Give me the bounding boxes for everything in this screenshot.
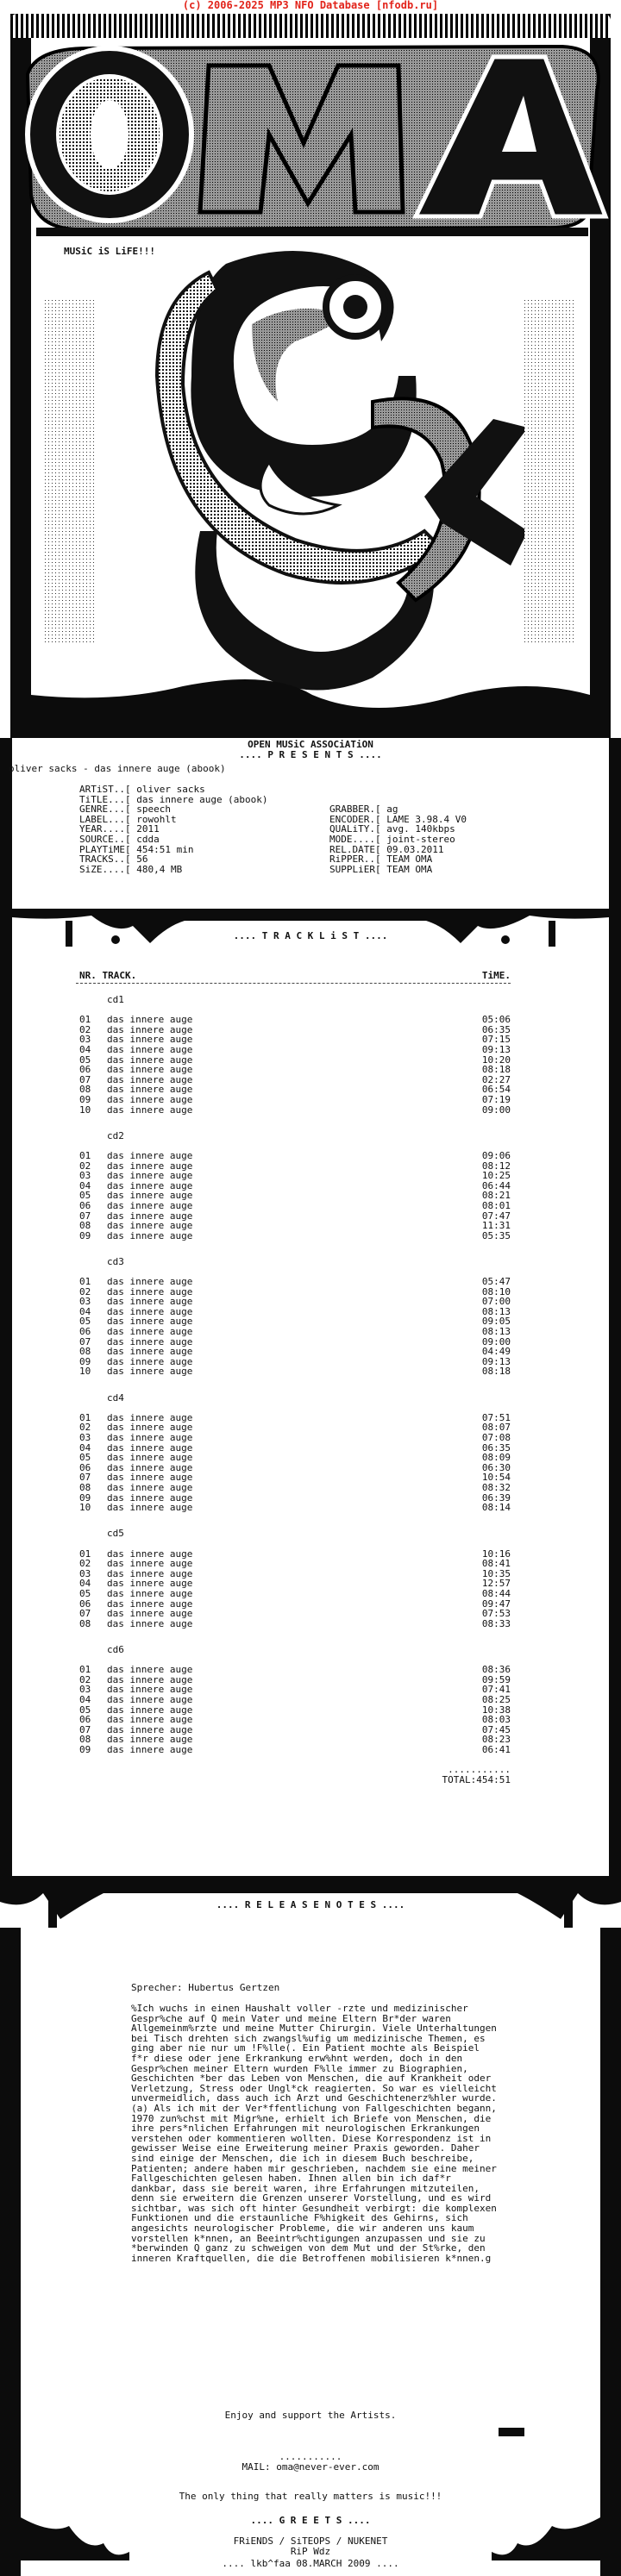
track-number: 07 [79, 1210, 91, 1222]
track-number: 06 [79, 1461, 91, 1473]
track-time: 06:39 [481, 1491, 511, 1504]
track-title: das innere auge [107, 1355, 193, 1367]
track-number: 07 [79, 1472, 91, 1484]
track-title: das innere auge [107, 1335, 193, 1347]
track-title: das innere auge [107, 1160, 193, 1172]
track-title: das innere auge [107, 1210, 193, 1222]
track-row [79, 1201, 511, 1211]
track-number: 04 [79, 1179, 91, 1191]
dots-line: ........... [279, 2451, 342, 2462]
track-title: das innere auge [107, 1432, 193, 1444]
info-size: SiZE....[ 480,4 MB [79, 863, 183, 875]
greets-line: FRiENDS / SiTEOPS / NUKENET [233, 2535, 388, 2547]
track-number: 01 [79, 1547, 91, 1560]
track-time: 08:18 [481, 1366, 511, 1378]
track-row [79, 1095, 511, 1105]
track-time: 08:25 [481, 1693, 511, 1705]
track-time: 09:06 [481, 1149, 511, 1161]
track-title: das innere auge [107, 1014, 193, 1026]
total-row [79, 1765, 511, 1785]
track-time: 06:35 [481, 1441, 511, 1454]
track-time: 09:13 [481, 1355, 511, 1367]
release-title: oliver sacks - das innere auge (abook) [9, 763, 226, 774]
cd-label: cd4 [107, 1391, 124, 1404]
track-title: das innere auge [107, 1346, 193, 1358]
track-number: 05 [79, 1316, 91, 1328]
track-time: 08:13 [481, 1305, 511, 1317]
track-time: 07:41 [481, 1684, 511, 1696]
track-time: 06:54 [481, 1084, 511, 1096]
track-row [79, 1433, 511, 1443]
track-number: 01 [79, 1411, 91, 1423]
left-border [0, 738, 12, 1876]
track-time: 08:10 [481, 1285, 511, 1297]
track-time: 08:18 [481, 1064, 511, 1076]
track-row [79, 1503, 511, 1513]
info-label: LABEL...[ rowohlt [79, 813, 177, 825]
track-time: 08:13 [481, 1326, 511, 1338]
track-time: 07:53 [481, 1608, 511, 1620]
oma-logo-art [10, 14, 611, 738]
track-row [79, 1366, 511, 1377]
info-row [79, 854, 545, 865]
track-title: das innere auge [107, 1743, 193, 1755]
left-border [0, 1928, 21, 2576]
track-time: 08:33 [481, 1617, 511, 1629]
track-number: 02 [79, 1160, 91, 1172]
track-title: das innere auge [107, 1229, 193, 1241]
track-title: das innere auge [107, 1734, 193, 1746]
track-title: das innere auge [107, 1558, 193, 1570]
track-number: 07 [79, 1335, 91, 1347]
track-number: 01 [79, 1149, 91, 1161]
cd-label: cd6 [107, 1644, 124, 1655]
track-number: 06 [79, 1714, 91, 1726]
track-time: 09:05 [481, 1316, 511, 1328]
track-number: 06 [79, 1326, 91, 1338]
track-number: 06 [79, 1064, 91, 1076]
track-row [79, 1327, 511, 1337]
greets-heading: .... G R E E T S .... [250, 2515, 371, 2526]
track-number: 05 [79, 1588, 91, 1599]
track-title: das innere auge [107, 1220, 193, 1232]
track-block [79, 1549, 511, 1629]
track-time: 06:35 [481, 1023, 511, 1035]
track-time: 07:15 [481, 1034, 511, 1046]
track-title: das innere auge [107, 1179, 193, 1191]
info-ripper: RiPPER..[ TEAM OMA [329, 853, 433, 866]
total-playtime: TOTAL:454:51 [442, 1773, 511, 1785]
spacer [21, 1962, 141, 1988]
track-title: das innere auge [107, 1664, 193, 1676]
track-number: 01 [79, 1014, 91, 1026]
tracklist-columns [79, 971, 511, 981]
content-sheet [0, 738, 621, 1876]
enjoy-line: Enjoy and support the Artists. [224, 2410, 397, 2421]
release-info [79, 785, 545, 874]
track-title: das innere auge [107, 1673, 193, 1685]
track-row [79, 1589, 511, 1599]
track-title: das innere auge [107, 1316, 193, 1328]
tagline: MUSiC iS LiFE!!! [64, 246, 155, 257]
track-title: das innere auge [107, 1305, 193, 1317]
track-title: das innere auge [107, 1491, 193, 1504]
track-title: das innere auge [107, 1411, 193, 1423]
track-title: das innere auge [107, 1285, 193, 1297]
info-source: SOURCE..[ cdda [79, 833, 160, 845]
cd-label: cd3 [107, 1255, 124, 1267]
total-value-row [79, 1775, 511, 1785]
track-title: das innere auge [107, 1441, 193, 1454]
track-title: das innere auge [107, 1170, 193, 1182]
track-title: das innere auge [107, 1461, 193, 1473]
track-time: 07:00 [481, 1296, 511, 1308]
track-time: 08:41 [481, 1558, 511, 1570]
track-time: 05:47 [481, 1276, 511, 1288]
track-title: das innere auge [107, 1326, 193, 1338]
track-number: 04 [79, 1441, 91, 1454]
track-number: 09 [79, 1229, 91, 1241]
info-genre: GENRE...[ speech [79, 803, 171, 816]
track-time: 08:21 [481, 1190, 511, 1202]
notes-sheet [0, 1876, 621, 2576]
track-number: 03 [79, 1684, 91, 1696]
info-artist: ARTiST..[ oliver sacks [79, 784, 205, 795]
track-title: das innere auge [107, 1073, 193, 1085]
track-title: das innere auge [107, 1054, 193, 1066]
track-time: 09:00 [481, 1104, 511, 1116]
track-time: 07:47 [481, 1210, 511, 1222]
ascii-logo [10, 14, 611, 738]
presents-line: .... P R E S E N T S .... [239, 749, 382, 760]
tracklist-heading: .... T R A C K L i S T .... [233, 930, 388, 941]
track-row [79, 1619, 511, 1629]
track-title: das innere auge [107, 1597, 193, 1610]
info-row [79, 845, 545, 855]
cd-label: cd5 [107, 1528, 124, 1540]
track-time: 08:03 [481, 1714, 511, 1726]
mail-line: MAIL: oma@never-ever.com [242, 2461, 380, 2473]
track-number: 05 [79, 1452, 91, 1464]
track-number: 02 [79, 1285, 91, 1297]
track-number: 05 [79, 1054, 91, 1066]
track-number: 08 [79, 1482, 91, 1494]
track-title: das innere auge [107, 1149, 193, 1161]
track-time: 07:19 [481, 1093, 511, 1105]
info-mode: MODE....[ joint-stereo [329, 833, 455, 845]
track-number: 01 [79, 1664, 91, 1676]
info-row [79, 835, 545, 845]
notes-heading: .... R E L E A S E N O T E S .... [216, 1899, 405, 1910]
track-block [79, 1413, 511, 1513]
track-time: 10:16 [481, 1547, 511, 1560]
track-time: 08:09 [481, 1452, 511, 1464]
track-title: das innere auge [107, 1043, 193, 1055]
track-time: 09:13 [481, 1043, 511, 1055]
track-title: das innere auge [107, 1472, 193, 1484]
track-number: 08 [79, 1617, 91, 1629]
track-block [79, 1277, 511, 1377]
track-row [79, 1231, 511, 1241]
footer-line: .... lkb^faa 08.MARCH 2009 .... [222, 2558, 399, 2569]
track-time: 06:30 [481, 1461, 511, 1473]
track-title: das innere auge [107, 1199, 193, 1211]
track-title: das innere auge [107, 1366, 193, 1378]
track-row [79, 1483, 511, 1493]
info-title: TiTLE...[ das innere auge (abook) [79, 793, 268, 805]
track-number: 09 [79, 1093, 91, 1105]
track-number: 02 [79, 1422, 91, 1434]
track-title: das innere auge [107, 1482, 193, 1494]
track-number: 09 [79, 1743, 91, 1755]
track-title: das innere auge [107, 1588, 193, 1599]
track-time: 08:14 [481, 1502, 511, 1514]
track-time: 05:06 [481, 1014, 511, 1026]
track-row [79, 1045, 511, 1055]
info-year: YEAR....[ 2011 [79, 823, 160, 835]
track-time: 09:00 [481, 1335, 511, 1347]
track-number: 08 [79, 1346, 91, 1358]
track-time: 08:12 [481, 1160, 511, 1172]
track-number: 07 [79, 1073, 91, 1085]
track-number: 10 [79, 1366, 91, 1378]
track-number: 06 [79, 1199, 91, 1211]
track-title: das innere auge [107, 1104, 193, 1116]
track-row [79, 1221, 511, 1231]
motto-line: The only thing that really matters is music!!! [179, 2491, 442, 2502]
track-block [79, 1151, 511, 1241]
track-title: das innere auge [107, 1452, 193, 1464]
credit-line: (c) 2006-2025 MP3 NFO Database [nfodb.ru] [182, 0, 439, 11]
track-title: das innere auge [107, 1567, 193, 1579]
track-number: 06 [79, 1597, 91, 1610]
track-title: das innere auge [107, 1276, 193, 1288]
track-number: 09 [79, 1491, 91, 1504]
track-title: das innere auge [107, 1093, 193, 1105]
track-number: 07 [79, 1723, 91, 1735]
track-time: 06:41 [481, 1743, 511, 1755]
track-time: 11:31 [481, 1220, 511, 1232]
track-time: 10:20 [481, 1054, 511, 1066]
track-number: 02 [79, 1558, 91, 1570]
track-time: 04:49 [481, 1346, 511, 1358]
release-notes-text: %Ich wuchs in einen Haushalt voller -rzte und medizinischer Gespr%che auf Q mein Vater und meine Eltern Br*der waren Allgemeinm%rzte und meine Mutter Chirurgin. Viele Unterhaltungen bei Tisch drehten sich zwangsl%ufig um medizinische Themen, es ging aber nie nur um !F%lle(. Ein Patient mochte als Beispiel f*r diese oder jene Erkrankung erw%hnt werden, doch in den Gespr%chen meiner Eltern wurden F%lle immer zu Biographien, Geschichten *ber das Leben von Menschen, die auf Krankheit oder Verletzung, Stress oder Ungl*ck reagierten. So war es vielleicht unvermeidlich, dass auch ich Arzt und Geschichtenerz%hler wurde. (a) Als ich mit der Ver*ffentlichung von Fallgeschichten begann, 1970 zun%chst mit Migr%ne, erhielt ich Briefe von Menschen, die ihre pers*nlichen Erfahrungen mit neurologischen Erkrankungen verstehen oder kommentieren wollten. Diese Korrespondenz ist in gewisser Weise eine Erweiterung meiner Praxis geworden. Daher sind einige der Menschen, die ich in diesem Buch beschreibe, Patienten; andere haben mir geschrieben, nachdem sie eine meiner Fallgeschichten gelesen haben. Ihnen allen bin ich daf*r dankbar, dass sie bereit waren, ihre Erfahrungen mitzuteilen, denn sie erweitern die Grenzen unserer Vorstellung, und es wird sichtbar, was sich oft hinter Gesundheit verbirgt: die komplexen Funktionen und die erstaunliche F%higkeit des Gehirns, sich angesichts neurologischer Probleme, die wir anderen uns kaum vorstellen k*nnen, an Beeintr%chtigungen anzupassen und sie zu *berwinden Q ganz zu schweigen von dem Mut und der St%rke, den inneren Kraftquellen, die die Betroffenen mobilisieren k*nnen.g [131, 2003, 503, 2264]
track-time: 07:45 [481, 1723, 511, 1735]
right-border [600, 1928, 621, 2576]
track-time: 08:23 [481, 1734, 511, 1746]
track-number: 01 [79, 1276, 91, 1288]
track-time: 05:35 [481, 1229, 511, 1241]
track-row [79, 1695, 511, 1705]
track-title: das innere auge [107, 1502, 193, 1514]
info-tracks: TRACKS..[ 56 [79, 853, 148, 866]
track-time: 07:51 [481, 1411, 511, 1423]
track-time: 08:32 [481, 1482, 511, 1494]
track-row [79, 1277, 511, 1287]
cd-label: cd1 [107, 994, 124, 1005]
track-number: 03 [79, 1567, 91, 1579]
info-playtime: PLAYTiME[ 454:51 min [79, 843, 194, 855]
info-quality: QUALiTY.[ avg. 140kbps [329, 823, 455, 835]
track-title: das innere auge [107, 1422, 193, 1434]
rip-line: RiP Wdz [290, 2546, 331, 2557]
track-time: 10:25 [481, 1170, 511, 1182]
track-number: 04 [79, 1578, 91, 1590]
track-title: das innere auge [107, 1693, 193, 1705]
track-title: das innere auge [107, 1084, 193, 1096]
track-title: das innere auge [107, 1723, 193, 1735]
total-dots: ........... [448, 1764, 511, 1776]
track-row [79, 1065, 511, 1075]
track-number: 08 [79, 1734, 91, 1746]
track-title: das innere auge [107, 1034, 193, 1046]
track-number: 04 [79, 1305, 91, 1317]
track-time: 12:57 [481, 1578, 511, 1590]
track-block [79, 1665, 511, 1754]
divider [76, 983, 511, 984]
track-row [79, 1715, 511, 1725]
col-time: TiME. [481, 970, 511, 981]
track-number: 08 [79, 1220, 91, 1232]
track-number: 04 [79, 1693, 91, 1705]
track-time: 09:47 [481, 1597, 511, 1610]
track-time: 07:08 [481, 1432, 511, 1444]
track-title: das innere auge [107, 1714, 193, 1726]
right-border [609, 738, 621, 1876]
track-number: 02 [79, 1023, 91, 1035]
info-supplier: SUPPLiER[ TEAM OMA [329, 863, 433, 875]
track-number: 08 [79, 1084, 91, 1096]
group-name: OPEN MUSiC ASSOCiATiON [248, 739, 373, 750]
speaker-line: Sprecher: Hubertus Gertzen [131, 1982, 280, 1993]
notes-end-marker [499, 2428, 524, 2436]
track-time: 09:59 [481, 1673, 511, 1685]
track-time: 10:54 [481, 1472, 511, 1484]
track-title: das innere auge [107, 1608, 193, 1620]
track-row [79, 1745, 511, 1755]
track-title: das innere auge [107, 1704, 193, 1716]
track-row [79, 1151, 511, 1161]
track-title: das innere auge [107, 1023, 193, 1035]
info-encoder: ENCODER.[ LAME 3.98.4 V0 [329, 813, 467, 825]
col-nr-track: NR. TRACK. [79, 970, 137, 981]
track-number: 07 [79, 1608, 91, 1620]
track-number: 02 [79, 1673, 91, 1685]
track-title: das innere auge [107, 1578, 193, 1590]
track-number: 03 [79, 1034, 91, 1046]
info-row [79, 865, 545, 875]
track-title: das innere auge [107, 1190, 193, 1202]
track-number: 10 [79, 1104, 91, 1116]
track-title: das innere auge [107, 1684, 193, 1696]
track-number: 03 [79, 1296, 91, 1308]
track-title: das innere auge [107, 1064, 193, 1076]
track-number: 03 [79, 1432, 91, 1444]
cd-label: cd2 [107, 1129, 124, 1141]
track-number: 03 [79, 1170, 91, 1182]
track-row [79, 1171, 511, 1181]
track-number: 05 [79, 1704, 91, 1716]
track-number: 09 [79, 1355, 91, 1367]
tracklist-banner [12, 909, 609, 955]
track-time: 10:35 [481, 1567, 511, 1579]
track-time: 02:27 [481, 1073, 511, 1085]
track-title: das innere auge [107, 1617, 193, 1629]
info-row [79, 785, 545, 795]
track-time: 08:36 [481, 1664, 511, 1676]
track-block [79, 1015, 511, 1115]
track-number: 10 [79, 1502, 91, 1514]
track-number: 04 [79, 1043, 91, 1055]
track-number: 05 [79, 1190, 91, 1202]
track-time: 08:01 [481, 1199, 511, 1211]
track-time: 08:07 [481, 1422, 511, 1434]
track-time: 06:44 [481, 1179, 511, 1191]
track-time: 08:44 [481, 1588, 511, 1599]
track-time: 10:38 [481, 1704, 511, 1716]
track-title: das innere auge [107, 1547, 193, 1560]
info-reldate: REL.DATE[ 09.03.2011 [329, 843, 444, 855]
track-row [79, 1105, 511, 1116]
info-grabber: GRABBER.[ ag [329, 803, 398, 816]
track-title: das innere auge [107, 1296, 193, 1308]
